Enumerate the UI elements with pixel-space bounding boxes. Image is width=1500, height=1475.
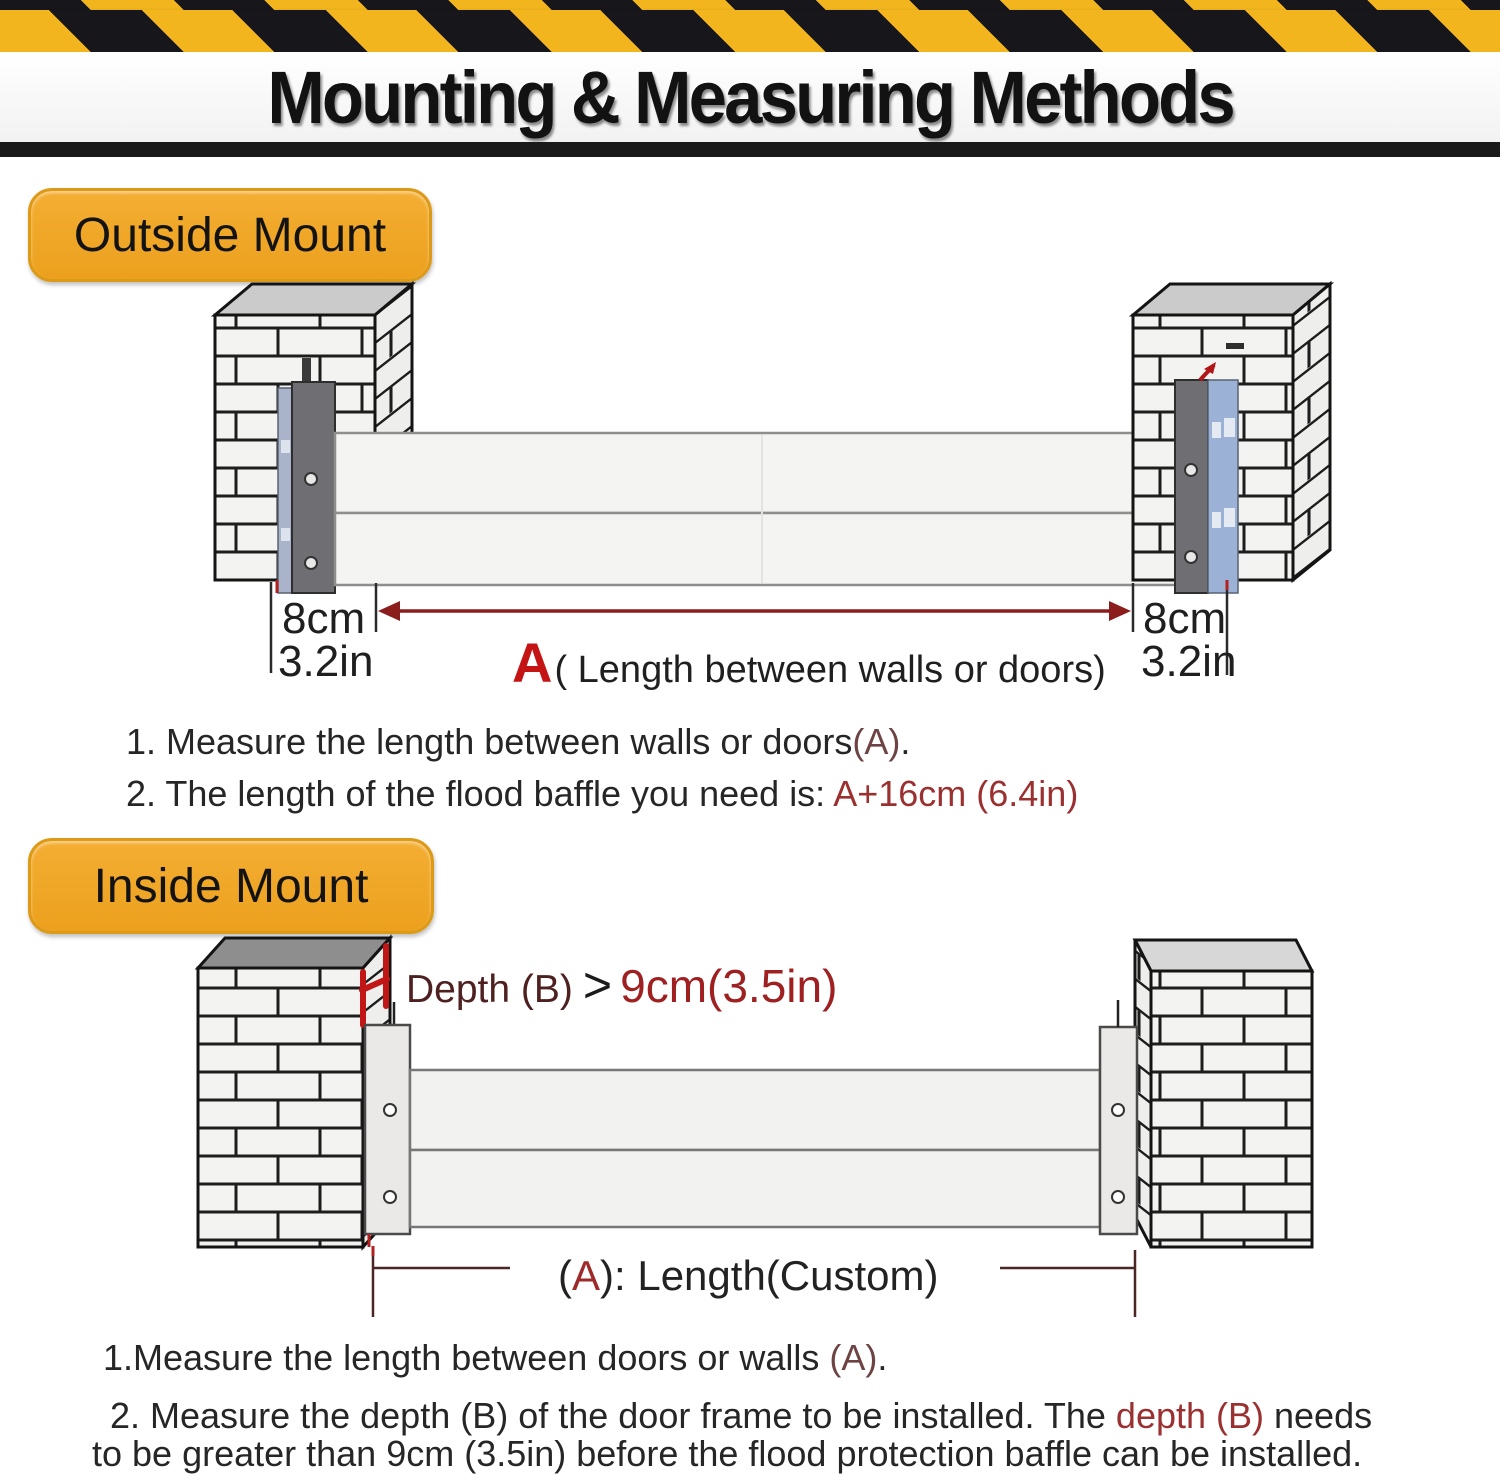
greater-than-symbol: > — [582, 957, 613, 1013]
screw-hole — [305, 473, 317, 485]
depth-value: 9cm(3.5in) — [620, 960, 838, 1012]
anchor-slot — [1226, 343, 1244, 349]
screw-hole — [1112, 1191, 1124, 1203]
gasket-clip — [1224, 418, 1235, 437]
gasket-strip — [1208, 380, 1238, 593]
inside-mount-badge-label: Inside Mount — [93, 859, 369, 913]
step-tail: . — [877, 1337, 888, 1378]
title-banner — [0, 52, 1500, 142]
barrier-panel-top — [335, 433, 1176, 513]
arrow-head-left-icon — [378, 601, 400, 621]
step-accent: depth (B) — [1115, 1395, 1264, 1436]
arrow-head-right-icon — [1109, 601, 1131, 621]
barrier-panel-bottom — [410, 1150, 1100, 1227]
pillar-top-face — [198, 938, 390, 968]
banner-divider — [0, 142, 1500, 157]
span-length-label — [512, 630, 1106, 695]
flood-barrier — [335, 433, 1176, 585]
gasket-clip — [281, 528, 290, 541]
outside-left-channel — [278, 382, 335, 593]
span-length-text: ( Length between walls or doors) — [554, 649, 1106, 691]
step-accent: (A) — [829, 1337, 878, 1378]
barrier-panel-bottom — [335, 513, 1176, 585]
dim-label-right-cm: 8cm — [1143, 594, 1227, 643]
hazard-stripe-top-icon — [0, 0, 1500, 10]
length-note — [558, 1252, 938, 1300]
step-text: 1. Measure the length between walls or doors — [126, 721, 853, 762]
page-title: Mounting & Measuring Methods — [267, 55, 1233, 139]
dim-label-left-cm: 8cm — [282, 594, 366, 643]
step-accent: (A) — [852, 721, 901, 762]
inside-step-1 — [103, 1337, 888, 1378]
gasket-clip — [1224, 508, 1235, 527]
dim-label-left-in: 3.2in — [278, 637, 374, 686]
inside-right-pillar — [1135, 940, 1312, 1247]
inside-mount-badge — [28, 838, 434, 934]
inside-step-2 — [110, 1395, 1373, 1436]
step-text: 2. The length of the flood baffle you need is: — [126, 773, 834, 814]
pillar-front-face — [1151, 971, 1312, 1247]
gasket-clip — [1212, 422, 1221, 438]
depth-note — [406, 956, 837, 1014]
step-tail: needs — [1264, 1395, 1373, 1436]
inside-right-channel — [1100, 1000, 1137, 1234]
inside-step-2-line-2: to be greater than 9cm (3.5in) before the flood protection baffle can be installed. — [92, 1433, 1363, 1474]
pillar-top-face — [1135, 940, 1312, 971]
length-note-rest: ): Length(Custom) — [600, 1252, 939, 1299]
screw-hole — [1185, 551, 1197, 563]
outside-right-channel — [1175, 362, 1238, 593]
step-accent: A+16cm (6.4in) — [833, 773, 1079, 814]
dimension-arrow — [378, 601, 1131, 621]
screw-hole — [384, 1191, 396, 1203]
depth-label: Depth (B) — [406, 968, 573, 1011]
gasket-clip — [1212, 512, 1221, 528]
outside-mount-badge-label: Outside Mount — [73, 208, 387, 262]
outside-step-2 — [126, 773, 1079, 814]
outside-mount-badge — [28, 188, 432, 282]
paren-open: ( — [558, 1252, 572, 1299]
step-text: 1.Measure the length between doors or walls — [103, 1337, 830, 1378]
step-text: 2. Measure the depth (B) of the door frame to be installed. The — [110, 1395, 1116, 1436]
hazard-stripe-icon — [0, 10, 1500, 52]
pillar-front-face — [198, 968, 363, 1247]
pillar-side-face — [1293, 284, 1330, 580]
dim-label-right-in: 3.2in — [1141, 637, 1237, 686]
barrier-panel-top — [410, 1070, 1100, 1150]
marker-a: A — [572, 1252, 601, 1299]
step-tail: . — [900, 721, 911, 762]
screw-hole — [1185, 464, 1197, 476]
flood-barrier — [410, 1070, 1100, 1227]
screw-hole — [384, 1104, 396, 1116]
screw-hole — [1112, 1104, 1124, 1116]
inside-left-channel — [365, 1025, 410, 1247]
marker-a: A — [512, 631, 553, 694]
gasket-strip — [278, 388, 292, 593]
outside-step-1 — [126, 721, 911, 762]
screw-hole — [305, 557, 317, 569]
gasket-clip — [281, 440, 290, 453]
